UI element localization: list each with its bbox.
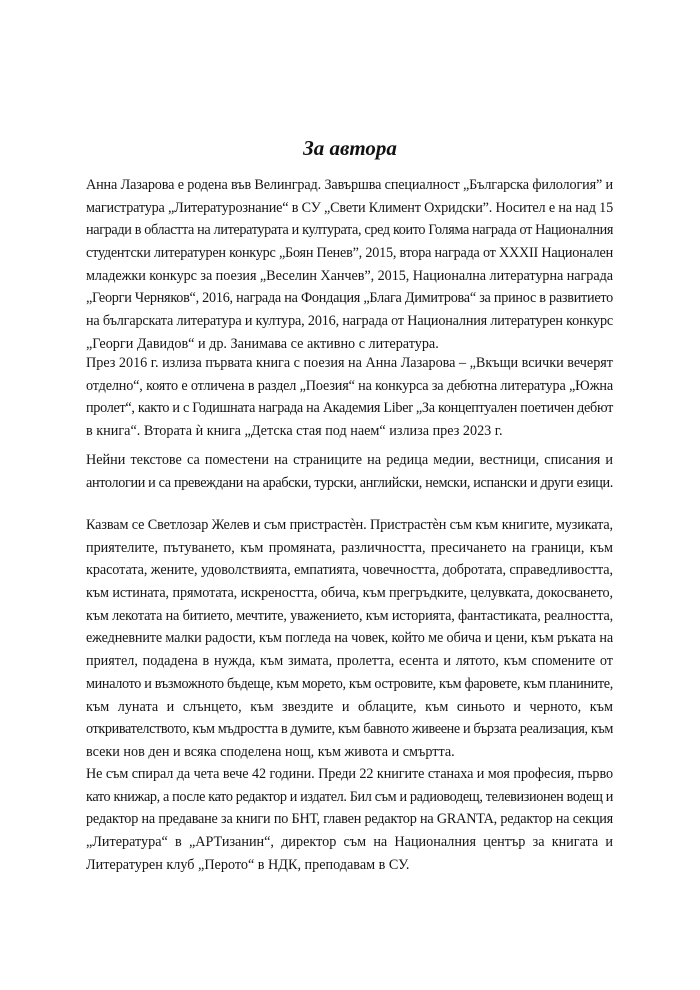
text-line: като книжар, а после като редактор и издател. Бил съм и радиоводещ, телевизионен водещ и [86, 788, 613, 805]
text-line: отделно“, която е отличена в раздел „Поезия“ на конкурса за дебютна литература „Южна [86, 377, 613, 394]
text-line: Анна Лазарова е родена във Велинград. Завършва специалност „Българска филология” и [86, 177, 613, 193]
text-line: Не съм спирал да чета вече 42 години. Преди 22 книгите станаха и моя професия, първо [86, 766, 613, 782]
text-line: студентски литературен конкурс „Боян Пенев”, 2015, втора награда от XXXII Национален [86, 245, 613, 262]
text-line: редактор на предаване за книги по БНТ, главен редактор на GRANTA, редактор на секция [86, 811, 613, 828]
text-line: към истината, прямотата, искреността, обича, към прегръдките, целувката, докосването, [86, 585, 613, 602]
paragraph-zhelev-passions [86, 514, 613, 764]
paragraph-lazarova-bio [86, 174, 613, 356]
text-line: в книга“. Втората ѝ книга „Детска стая под наем“ излиза през 2023 г. [86, 423, 503, 440]
text-line: пролет“, както и с Годишната награда на Академия Liber „За концептуален поетичен дебют [86, 400, 613, 417]
text-line: „Литература“ в „АРТизанин“, директор съм на Националния център за книгата и [86, 834, 613, 851]
text-line: към луната и слънцето, към звездите и облаците, към синьото и черното, към [86, 698, 613, 715]
text-line: През 2016 г. излиза първата книга с поезия на Анна Лазарова – „Вкъщи всички вечерят [86, 355, 613, 371]
text-line: ежедневните малки радости, към погледа на човек, който ме обича и цени, към ръката на [86, 630, 613, 647]
paragraph-lazarova-books [86, 352, 613, 443]
text-line: приятелите, пътуването, към промяната, различността, пресичането на граници, към [86, 539, 613, 556]
text-line: откривателството, към мъдростта в думите, към бавното живеене и бързата реализация, към [86, 721, 614, 738]
text-line: магистратура „Литературознание“ в СУ „Свети Климент Охридски”. Носител е на над 15 [86, 199, 613, 216]
text-line: „Георги Давидов“ и др. Занимава се активно с литература. [86, 335, 439, 352]
text-line: награди в областта на литературата и културата, сред които Голяма награда от Националния [86, 222, 613, 239]
text-line: Казвам се Светлозар Желев и съм пристрастѐн. Пристрастѐн съм към книгите, музиката, [86, 517, 613, 533]
paragraph-lazarova-publications [86, 449, 613, 494]
paragraph-zhelev-career [86, 763, 613, 876]
page-title: За автора [303, 136, 397, 160]
text-line: приятел, подадена в нужда, към зимата, пролетта, есента и лятото, към спомените от [86, 653, 613, 670]
text-line: Нейни текстове са поместени на страниците на редица медии, вестници, списания и [86, 452, 613, 468]
text-line: към лекотата на битието, мечтите, уважението, към историята, фантастиката, реалността, [86, 607, 613, 624]
text-line: Литературен клуб „Перото“ в НДК, преподавам в СУ. [86, 856, 410, 873]
text-line: миналото и възможното бъдеще, към морето, към островите, към фаровете, към планините, [86, 675, 613, 692]
text-line: всеки нов ден и всяка споделена нощ, към живота и смъртта. [86, 743, 455, 760]
text-line: красотата, жените, удоволствията, емпатията, човечността, добротата, справедливостта, [86, 562, 613, 579]
text-line: „Георги Черняков“, 2016, награда на Фондация „Блага Димитрова“ за принос в развитието [86, 290, 613, 307]
text-line: антологии и са превеждани на арабски, турски, английски, немски, испански и други езици. [86, 474, 613, 491]
text-line: младежки конкурс за поезия „Веселин Ханчев”, 2015, Национална литературна награда [86, 267, 613, 284]
text-line: на българската литература и култура, 2016, награда от Националния литературен конкурс [86, 313, 613, 330]
